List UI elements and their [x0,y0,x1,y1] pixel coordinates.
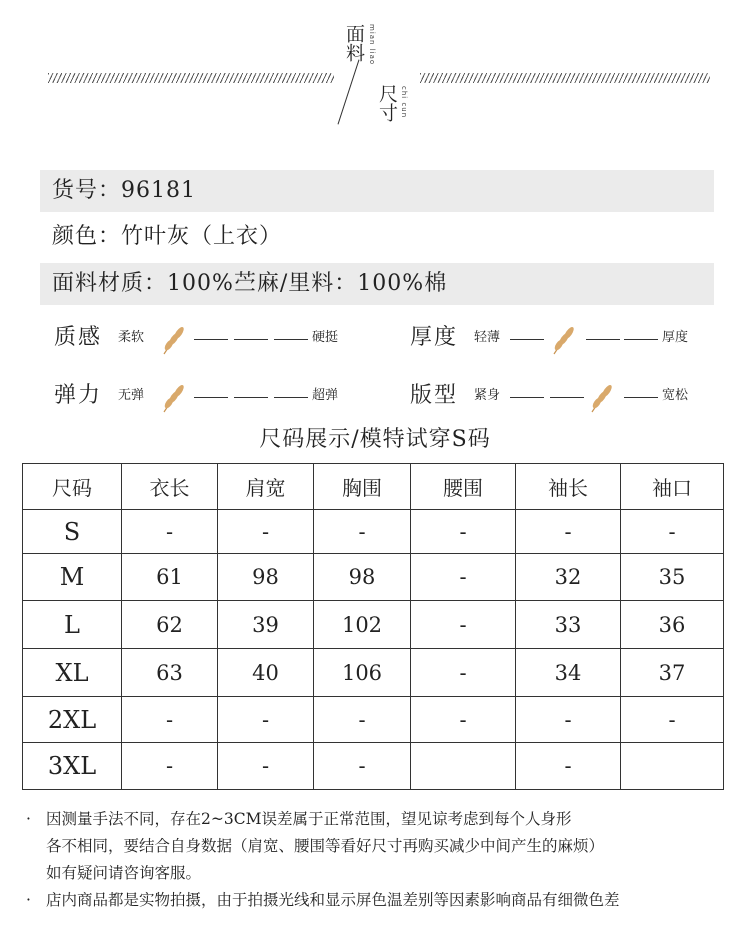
table-row [23,510,724,554]
value-cell: 98 [218,554,314,601]
note-line [26,833,746,860]
note-line [26,887,746,914]
product-material-band [40,263,714,305]
wheat-leaf-icon [550,324,580,356]
value-cell: 33 [516,601,621,649]
value-cell: - [411,510,516,554]
wheat-leaf-icon [160,382,190,414]
feature-name: 版型 [410,383,459,408]
scale-dash [274,397,308,398]
feature-name: 厚度 [410,325,459,350]
value-cell: - [411,601,516,649]
value-cell: 39 [218,601,314,649]
scale-dash [624,339,658,340]
feature-fit [410,378,710,418]
size-chart-title: 尺码展示/模特试穿S码 [259,427,491,452]
table-row [23,697,724,743]
note-text: 店内商品都是实物拍摄，由于拍摄光线和显示屏色温差别等因素影响商品有细微色差 [46,891,620,909]
value-cell: - [516,697,621,743]
value-cell: - [314,697,411,743]
header-cell: 腰围 [411,464,516,510]
note-text: 各不相同，要结合自身数据（肩宽、腰围等看好尺寸再购买减少中间产生的麻烦） [46,837,605,855]
table-row [23,601,724,649]
product-material: 面料材质：100%苎麻/里料：100%棉 [52,271,448,296]
header-cell: 肩宽 [218,464,314,510]
scale-dash [274,339,308,340]
size-cell: XL [23,649,122,697]
feature-left-label: 无弹 [118,388,145,403]
size-cell: 3XL [23,743,122,790]
scale-dash [234,397,268,398]
feature-right-label: 硬挺 [312,330,339,345]
value-cell: - [218,697,314,743]
product-color-band [40,216,714,258]
feature-elasticity [54,378,354,418]
feature-left-label: 轻薄 [474,330,501,345]
feature-right-label: 超弹 [312,388,339,403]
value-cell [411,743,516,790]
feature-thickness [410,320,710,360]
value-cell: 35 [621,554,724,601]
header-cell: 尺码 [23,464,122,510]
note-text: 如有疑问请咨询客服。 [46,864,202,882]
value-cell: 62 [122,601,218,649]
note-text: 因测量手法不同，存在2~3CM误差属于正常范围，望见谅考虑到每个人身形 [46,810,572,828]
value-cell: 37 [621,649,724,697]
value-cell: - [314,743,411,790]
scale-dash [194,339,228,340]
value-cell: 63 [122,649,218,697]
notes [26,806,746,914]
header-hatch-left [48,73,334,83]
value-cell: - [411,649,516,697]
value-cell: - [218,743,314,790]
header-pinyin-chicun: chi cun [400,86,408,119]
scale-dash [586,339,620,340]
scale-dash [550,397,584,398]
product-code-band [40,170,714,212]
value-cell: - [621,697,724,743]
scale-dash [194,397,228,398]
scale-dash [510,397,544,398]
value-cell: - [122,743,218,790]
bullet: · [26,810,31,828]
header-title-chicun: 尺寸 [376,84,398,122]
note-line [26,860,746,887]
size-cell: S [23,510,122,554]
feature-left-label: 紧身 [474,388,501,403]
value-cell: - [411,554,516,601]
value-cell: - [621,510,724,554]
table-row [23,649,724,697]
header-hatch-right [420,73,710,83]
feature-texture [54,320,354,360]
feature-left-label: 柔软 [118,330,145,345]
header-cell: 袖长 [516,464,621,510]
scale-dash [234,339,268,340]
scale-dash [510,339,544,340]
bullet: · [26,891,31,909]
header-title-mianliao: 面料 [343,24,365,62]
header-cell: 衣长 [122,464,218,510]
section-header [0,0,750,150]
table-row [23,743,724,790]
value-cell: 36 [621,601,724,649]
value-cell: 102 [314,601,411,649]
value-cell: - [516,510,621,554]
product-code: 货号：96181 [52,178,196,203]
header-slash [338,60,360,125]
header-cell: 袖口 [621,464,724,510]
value-cell: - [411,697,516,743]
value-cell: 106 [314,649,411,697]
value-cell: - [516,743,621,790]
feature-right-label: 宽松 [662,388,689,403]
value-cell: - [218,510,314,554]
feature-right-label: 厚度 [662,330,689,345]
value-cell: 98 [314,554,411,601]
size-table [22,463,724,790]
note-line [26,806,746,833]
size-cell: 2XL [23,697,122,743]
feature-name: 质感 [54,325,103,350]
scale-dash [624,397,658,398]
value-cell: 61 [122,554,218,601]
feature-name: 弹力 [54,383,103,408]
value-cell: 40 [218,649,314,697]
header-pinyin-mianliao: mian liao [368,24,376,66]
value-cell: - [314,510,411,554]
size-cell: L [23,601,122,649]
size-table-header-row [23,464,724,510]
size-cell: M [23,554,122,601]
product-color: 颜色：竹叶灰（上衣） [52,224,283,249]
wheat-leaf-icon [160,324,190,356]
wheat-leaf-icon [588,382,618,414]
value-cell: 32 [516,554,621,601]
value-cell [621,743,724,790]
header-cell: 胸围 [314,464,411,510]
value-cell: 34 [516,649,621,697]
value-cell: - [122,697,218,743]
table-row [23,554,724,601]
value-cell: - [122,510,218,554]
